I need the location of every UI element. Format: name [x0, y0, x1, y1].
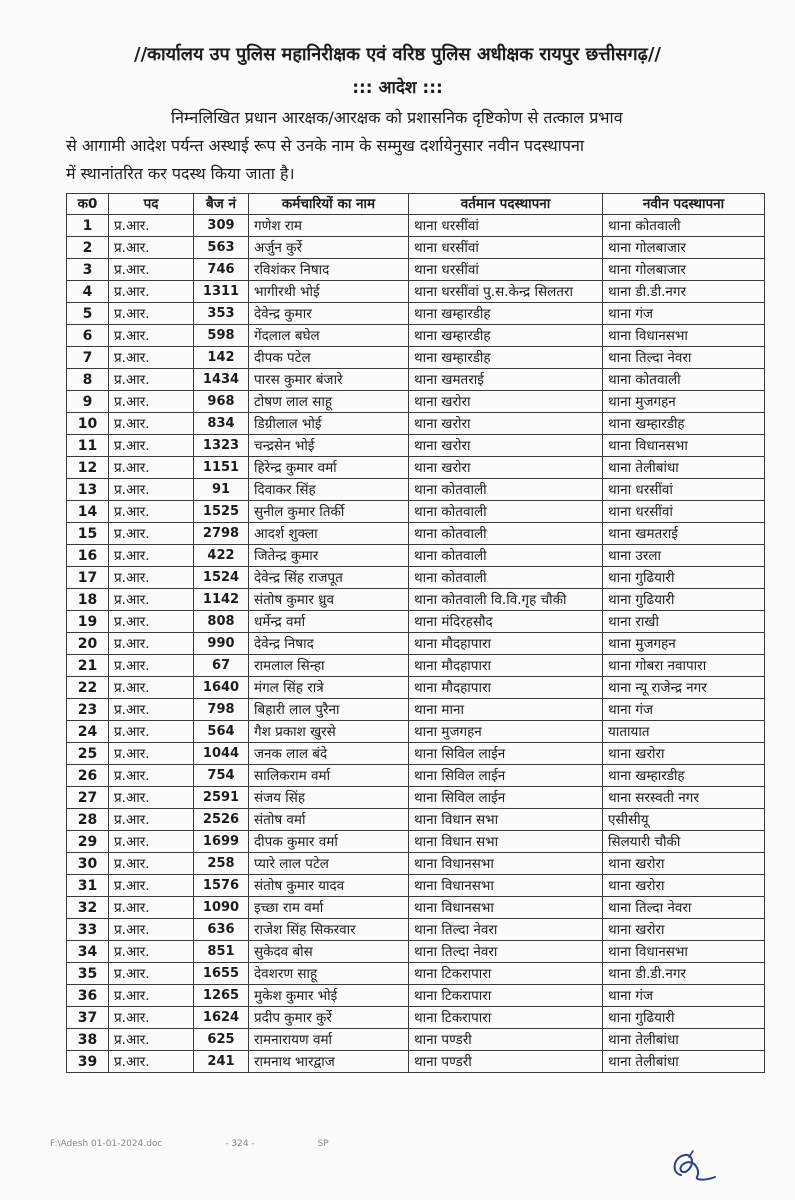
cell-new-posting: थाना राखी: [603, 611, 765, 633]
cell-post: प्र.आर.: [109, 369, 194, 391]
cell-serial: 37: [67, 1007, 109, 1029]
footer-code: SP: [317, 1139, 329, 1149]
cell-current-posting: थाना विधानसभा: [409, 897, 603, 919]
table-row: [67, 677, 765, 699]
cell-new-posting: थाना विधानसभा: [603, 941, 765, 963]
cell-badge: 1640: [194, 677, 249, 699]
table-row: [67, 237, 765, 259]
cell-badge: 1434: [194, 369, 249, 391]
cell-serial: 32: [67, 897, 109, 919]
cell-current-posting: थाना कोतवाली: [409, 479, 603, 501]
table-row: [67, 589, 765, 611]
cell-new-posting: थाना तेलीबांधा: [603, 1051, 765, 1073]
cell-badge: 2526: [194, 809, 249, 831]
table-row: [67, 721, 765, 743]
cell-post: प्र.आर.: [109, 787, 194, 809]
cell-current-posting: थाना खम्हारडीह: [409, 325, 603, 347]
cell-current-posting: थाना खरोरा: [409, 391, 603, 413]
cell-post: प्र.आर.: [109, 655, 194, 677]
cell-new-posting: थाना खरोरा: [603, 853, 765, 875]
cell-current-posting: थाना विधानसभा: [409, 875, 603, 897]
cell-post: प्र.आर.: [109, 567, 194, 589]
cell-post: प्र.आर.: [109, 919, 194, 941]
header-new-posting: नवीन पदस्थापना: [603, 194, 765, 215]
cell-new-posting: थाना गोलबाजार: [603, 259, 765, 281]
cell-current-posting: थाना खरोरा: [409, 457, 603, 479]
cell-serial: 35: [67, 963, 109, 985]
document-footer: [50, 1139, 389, 1149]
cell-new-posting: थाना सरस्वती नगर: [603, 787, 765, 809]
cell-current-posting: थाना सिविल लाईन: [409, 787, 603, 809]
cell-name: प्रदीप कुमार कुर्रे: [249, 1007, 409, 1029]
table-row: [67, 699, 765, 721]
cell-badge: 625: [194, 1029, 249, 1051]
cell-serial: 12: [67, 457, 109, 479]
cell-current-posting: थाना कोतवाली: [409, 567, 603, 589]
table-row: [67, 391, 765, 413]
table-body: [67, 215, 765, 1073]
cell-new-posting: थाना विधानसभा: [603, 435, 765, 457]
cell-badge: 258: [194, 853, 249, 875]
table-row: [67, 303, 765, 325]
table-row: [67, 567, 765, 589]
cell-badge: 968: [194, 391, 249, 413]
cell-new-posting: थाना खम्हारडीह: [603, 765, 765, 787]
cell-post: प्र.आर.: [109, 215, 194, 237]
cell-name: रामनारायण वर्मा: [249, 1029, 409, 1051]
cell-new-posting: थाना तेलीबांधा: [603, 457, 765, 479]
cell-post: प्र.आर.: [109, 413, 194, 435]
cell-badge: 754: [194, 765, 249, 787]
table-row: [67, 215, 765, 237]
cell-post: प्र.आर.: [109, 479, 194, 501]
table-row: [67, 347, 765, 369]
cell-serial: 39: [67, 1051, 109, 1073]
cell-name: जनक लाल बंदे: [249, 743, 409, 765]
table-row: [67, 809, 765, 831]
cell-current-posting: थाना कोतवाली: [409, 501, 603, 523]
cell-current-posting: थाना कोतवाली: [409, 523, 603, 545]
table-row: [67, 501, 765, 523]
cell-post: प्र.आर.: [109, 875, 194, 897]
cell-new-posting: थाना उरला: [603, 545, 765, 567]
cell-name: बिहारी लाल पुरैना: [249, 699, 409, 721]
cell-current-posting: थाना खम्हारडीह: [409, 347, 603, 369]
cell-current-posting: थाना कोतवाली वि.वि.गृह चौकी: [409, 589, 603, 611]
cell-post: प्र.आर.: [109, 677, 194, 699]
cell-post: प्र.आर.: [109, 303, 194, 325]
cell-name: गेंदलाल बघेल: [249, 325, 409, 347]
cell-serial: 4: [67, 281, 109, 303]
cell-badge: 2591: [194, 787, 249, 809]
table-row: [67, 765, 765, 787]
cell-current-posting: थाना सिविल लाईन: [409, 765, 603, 787]
table-row: [67, 259, 765, 281]
cell-serial: 17: [67, 567, 109, 589]
cell-badge: 636: [194, 919, 249, 941]
office-title: //कार्यालय उप पुलिस महानिरीक्षक एवं वरिष्ठ पुलिस अधीक्षक रायपुर छत्तीसगढ़//: [134, 44, 661, 65]
footer-file: F:\Adesh 01-01-2024.doc: [50, 1139, 163, 1149]
cell-new-posting: थाना कोतवाली: [603, 215, 765, 237]
table-row: [67, 941, 765, 963]
cell-new-posting: थाना डी.डी.नगर: [603, 281, 765, 303]
cell-badge: 851: [194, 941, 249, 963]
cell-badge: 1699: [194, 831, 249, 853]
cell-badge: 563: [194, 237, 249, 259]
cell-new-posting: थाना खम्हारडीह: [603, 413, 765, 435]
cell-post: प्र.आर.: [109, 281, 194, 303]
cell-name: हिरेन्द्र कुमार वर्मा: [249, 457, 409, 479]
table-row: [67, 545, 765, 567]
table-row: [67, 655, 765, 677]
cell-new-posting: थाना गंज: [603, 699, 765, 721]
cell-post: प्र.आर.: [109, 1029, 194, 1051]
signature-mark: [667, 1147, 722, 1187]
cell-serial: 15: [67, 523, 109, 545]
cell-name: मुकेश कुमार भोई: [249, 985, 409, 1007]
cell-new-posting: यातायात: [603, 721, 765, 743]
cell-new-posting: थाना धरसींवां: [603, 479, 765, 501]
cell-current-posting: थाना माना: [409, 699, 603, 721]
cell-new-posting: एसीसीयू: [603, 809, 765, 831]
cell-name: आदर्श शुक्ला: [249, 523, 409, 545]
cell-serial: 22: [67, 677, 109, 699]
cell-name: धर्मेन्द्र वर्मा: [249, 611, 409, 633]
intro-line-2: से आगामी आदेश पर्यन्त अस्थाई रूप से उनके नाम के सम्मुख दर्शायेनुसार नवीन पदस्थापना: [66, 136, 585, 155]
cell-new-posting: थाना गुढियारी: [603, 589, 765, 611]
cell-serial: 38: [67, 1029, 109, 1051]
cell-serial: 3: [67, 259, 109, 281]
cell-serial: 28: [67, 809, 109, 831]
cell-badge: 834: [194, 413, 249, 435]
cell-name: टोषण लाल साहू: [249, 391, 409, 413]
cell-post: प्र.आर.: [109, 457, 194, 479]
cell-current-posting: थाना मौदहापारा: [409, 655, 603, 677]
cell-new-posting: थाना गोलबाजार: [603, 237, 765, 259]
cell-serial: 7: [67, 347, 109, 369]
cell-name: देवेन्द्र कुमार: [249, 303, 409, 325]
cell-post: प्र.आर.: [109, 1007, 194, 1029]
cell-post: प्र.आर.: [109, 699, 194, 721]
cell-post: प्र.आर.: [109, 721, 194, 743]
cell-name: राजेश सिंह सिकरवार: [249, 919, 409, 941]
cell-current-posting: थाना विधानसभा: [409, 853, 603, 875]
cell-badge: 1151: [194, 457, 249, 479]
cell-new-posting: थाना गुढियारी: [603, 1007, 765, 1029]
cell-post: प्र.आर.: [109, 633, 194, 655]
cell-current-posting: थाना मंदिरहसौद: [409, 611, 603, 633]
order-heading: ::: आदेश :::: [352, 78, 443, 98]
cell-badge: 1655: [194, 963, 249, 985]
cell-current-posting: थाना धरसींवां: [409, 215, 603, 237]
table-row: [67, 787, 765, 809]
table-row: [67, 897, 765, 919]
cell-post: प्र.आर.: [109, 237, 194, 259]
cell-post: प्र.आर.: [109, 1051, 194, 1073]
cell-post: प्र.आर.: [109, 435, 194, 457]
cell-post: प्र.आर.: [109, 347, 194, 369]
intro-line-3: में स्थानांतरित कर पदस्थ किया जाता है।: [66, 164, 295, 183]
cell-badge: 309: [194, 215, 249, 237]
table-row: [67, 281, 765, 303]
cell-badge: 2798: [194, 523, 249, 545]
cell-name: अर्जुन कुर्रे: [249, 237, 409, 259]
cell-badge: 142: [194, 347, 249, 369]
table-row: [67, 1007, 765, 1029]
cell-name: रविशंकर निषाद: [249, 259, 409, 281]
table-row: [67, 611, 765, 633]
cell-new-posting: थाना खमतराई: [603, 523, 765, 545]
cell-current-posting: थाना धरसींवां: [409, 237, 603, 259]
cell-name: संजय सिंह: [249, 787, 409, 809]
cell-new-posting: थाना तिल्दा नेवरा: [603, 897, 765, 919]
footer-page: - 324 -: [225, 1139, 255, 1149]
table-row: [67, 413, 765, 435]
cell-badge: 1090: [194, 897, 249, 919]
cell-current-posting: थाना खम्हारडीह: [409, 303, 603, 325]
cell-badge: 1525: [194, 501, 249, 523]
cell-current-posting: थाना कोतवाली: [409, 545, 603, 567]
table-row: [67, 853, 765, 875]
table-row: [67, 633, 765, 655]
cell-name: देवेन्द्र सिंह राजपूत: [249, 567, 409, 589]
cell-badge: 1265: [194, 985, 249, 1007]
cell-post: प्र.आर.: [109, 325, 194, 347]
cell-name: भागीरथी भोई: [249, 281, 409, 303]
cell-name: इच्छा राम वर्मा: [249, 897, 409, 919]
header-badge: बैज नं: [194, 194, 249, 215]
cell-name: सालिकराम वर्मा: [249, 765, 409, 787]
cell-badge: 798: [194, 699, 249, 721]
cell-current-posting: थाना पण्डरी: [409, 1029, 603, 1051]
cell-post: प्र.आर.: [109, 523, 194, 545]
cell-post: प्र.आर.: [109, 765, 194, 787]
cell-new-posting: थाना तेलीबांधा: [603, 1029, 765, 1051]
cell-current-posting: थाना तिल्दा नेवरा: [409, 941, 603, 963]
cell-serial: 31: [67, 875, 109, 897]
cell-serial: 18: [67, 589, 109, 611]
table-row: [67, 457, 765, 479]
cell-badge: 1576: [194, 875, 249, 897]
cell-post: प्र.आर.: [109, 743, 194, 765]
cell-serial: 25: [67, 743, 109, 765]
cell-current-posting: थाना पण्डरी: [409, 1051, 603, 1073]
table-row: [67, 369, 765, 391]
cell-post: प्र.आर.: [109, 853, 194, 875]
cell-new-posting: थाना न्यू राजेन्द्र नगर: [603, 677, 765, 699]
cell-post: प्र.आर.: [109, 259, 194, 281]
cell-current-posting: थाना टिकरापारा: [409, 985, 603, 1007]
cell-name: दीपक पटेल: [249, 347, 409, 369]
table-row: [67, 963, 765, 985]
cell-name: दीपक कुमार वर्मा: [249, 831, 409, 853]
header-serial: क0: [67, 194, 109, 215]
cell-name: मंगल सिंह रात्रे: [249, 677, 409, 699]
cell-name: गणेश राम: [249, 215, 409, 237]
cell-serial: 8: [67, 369, 109, 391]
cell-post: प्र.आर.: [109, 391, 194, 413]
cell-serial: 19: [67, 611, 109, 633]
cell-new-posting: थाना कोतवाली: [603, 369, 765, 391]
table-row: [67, 1051, 765, 1073]
cell-badge: 1624: [194, 1007, 249, 1029]
cell-name: रामनाथ भारद्वाज: [249, 1051, 409, 1073]
cell-new-posting: थाना मुजगहन: [603, 633, 765, 655]
cell-badge: 353: [194, 303, 249, 325]
cell-name: संतोष कुमार यादव: [249, 875, 409, 897]
table-row: [67, 1029, 765, 1051]
cell-serial: 23: [67, 699, 109, 721]
cell-name: सुकेदव बोस: [249, 941, 409, 963]
cell-new-posting: थाना तिल्दा नेवरा: [603, 347, 765, 369]
table-row: [67, 325, 765, 347]
cell-name: दिवाकर सिंह: [249, 479, 409, 501]
cell-new-posting: थाना डी.डी.नगर: [603, 963, 765, 985]
cell-name: देवशरण साहू: [249, 963, 409, 985]
table-row: [67, 875, 765, 897]
cell-current-posting: थाना खमतराई: [409, 369, 603, 391]
cell-serial: 2: [67, 237, 109, 259]
cell-serial: 20: [67, 633, 109, 655]
cell-current-posting: थाना तिल्दा नेवरा: [409, 919, 603, 941]
cell-current-posting: थाना खरोरा: [409, 435, 603, 457]
cell-post: प्र.आर.: [109, 985, 194, 1007]
cell-current-posting: थाना टिकरापारा: [409, 963, 603, 985]
header-current-posting: वर्तमान पदस्थापना: [409, 194, 603, 215]
header-post: पद: [109, 194, 194, 215]
cell-name: पारस कुमार बंजारे: [249, 369, 409, 391]
table-row: [67, 919, 765, 941]
cell-serial: 36: [67, 985, 109, 1007]
cell-serial: 24: [67, 721, 109, 743]
cell-serial: 27: [67, 787, 109, 809]
cell-post: प्र.आर.: [109, 545, 194, 567]
cell-badge: 1524: [194, 567, 249, 589]
cell-new-posting: थाना विधानसभा: [603, 325, 765, 347]
cell-serial: 33: [67, 919, 109, 941]
cell-badge: 1311: [194, 281, 249, 303]
cell-new-posting: थाना धरसींवां: [603, 501, 765, 523]
cell-current-posting: थाना विधान सभा: [409, 831, 603, 853]
table-row: [67, 743, 765, 765]
cell-name: संतोष वर्मा: [249, 809, 409, 831]
cell-current-posting: थाना धरसींवां: [409, 259, 603, 281]
cell-serial: 9: [67, 391, 109, 413]
cell-new-posting: थाना खरोरा: [603, 875, 765, 897]
cell-serial: 34: [67, 941, 109, 963]
cell-badge: 67: [194, 655, 249, 677]
cell-serial: 10: [67, 413, 109, 435]
cell-serial: 6: [67, 325, 109, 347]
cell-name: देवेन्द्र निषाद: [249, 633, 409, 655]
cell-current-posting: थाना मुजगहन: [409, 721, 603, 743]
cell-name: संतोष कुमार ध्रुव: [249, 589, 409, 611]
cell-new-posting: थाना गंज: [603, 985, 765, 1007]
cell-serial: 14: [67, 501, 109, 523]
cell-post: प्र.आर.: [109, 963, 194, 985]
cell-serial: 26: [67, 765, 109, 787]
cell-current-posting: थाना टिकरापारा: [409, 1007, 603, 1029]
cell-name: जितेन्द्र कुमार: [249, 545, 409, 567]
cell-serial: 30: [67, 853, 109, 875]
cell-serial: 5: [67, 303, 109, 325]
cell-post: प्र.आर.: [109, 611, 194, 633]
cell-badge: 422: [194, 545, 249, 567]
header-name: कर्मचारियों का नाम: [249, 194, 409, 215]
cell-name: रामलाल सिन्हा: [249, 655, 409, 677]
cell-name: चन्द्रसेन भोई: [249, 435, 409, 457]
cell-name: सुनील कुमार तिर्की: [249, 501, 409, 523]
cell-serial: 11: [67, 435, 109, 457]
cell-post: प्र.आर.: [109, 831, 194, 853]
table-header-row: [67, 194, 765, 215]
table-row: [67, 985, 765, 1007]
cell-badge: 598: [194, 325, 249, 347]
cell-current-posting: थाना मौदहापारा: [409, 677, 603, 699]
cell-name: गैश प्रकाश खुरसे: [249, 721, 409, 743]
cell-badge: 808: [194, 611, 249, 633]
cell-new-posting: थाना गुढियारी: [603, 567, 765, 589]
cell-new-posting: सिलयारी चौकी: [603, 831, 765, 853]
cell-post: प्र.आर.: [109, 501, 194, 523]
transfer-table: [66, 193, 765, 1073]
cell-post: प्र.आर.: [109, 941, 194, 963]
cell-post: प्र.आर.: [109, 897, 194, 919]
cell-badge: 990: [194, 633, 249, 655]
cell-badge: 564: [194, 721, 249, 743]
table-row: [67, 479, 765, 501]
cell-badge: 1142: [194, 589, 249, 611]
cell-badge: 1323: [194, 435, 249, 457]
intro-line-1: निम्नलिखित प्रधान आरक्षक/आरक्षक को प्रशासनिक दृष्टिकोण से तत्काल प्रभाव: [171, 108, 623, 127]
cell-post: प्र.आर.: [109, 589, 194, 611]
cell-serial: 16: [67, 545, 109, 567]
cell-serial: 13: [67, 479, 109, 501]
cell-new-posting: थाना खरोरा: [603, 919, 765, 941]
cell-name: डिग्रीलाल भोई: [249, 413, 409, 435]
cell-new-posting: थाना मुजगहन: [603, 391, 765, 413]
cell-new-posting: थाना खरोरा: [603, 743, 765, 765]
intro-paragraph: [66, 104, 761, 188]
cell-current-posting: थाना मौदहापारा: [409, 633, 603, 655]
cell-badge: 1044: [194, 743, 249, 765]
cell-serial: 1: [67, 215, 109, 237]
table-row: [67, 523, 765, 545]
cell-current-posting: थाना धरसींवां पु.स.केन्द्र सिलतरा: [409, 281, 603, 303]
cell-new-posting: थाना गोबरा नवापारा: [603, 655, 765, 677]
table-row: [67, 831, 765, 853]
cell-new-posting: थाना गंज: [603, 303, 765, 325]
cell-serial: 21: [67, 655, 109, 677]
cell-badge: 91: [194, 479, 249, 501]
cell-badge: 241: [194, 1051, 249, 1073]
cell-serial: 29: [67, 831, 109, 853]
cell-current-posting: थाना विधान सभा: [409, 809, 603, 831]
cell-post: प्र.आर.: [109, 809, 194, 831]
cell-current-posting: थाना सिविल लाईन: [409, 743, 603, 765]
cell-name: प्यारे लाल पटेल: [249, 853, 409, 875]
cell-badge: 746: [194, 259, 249, 281]
cell-current-posting: थाना खरोरा: [409, 413, 603, 435]
table-row: [67, 435, 765, 457]
